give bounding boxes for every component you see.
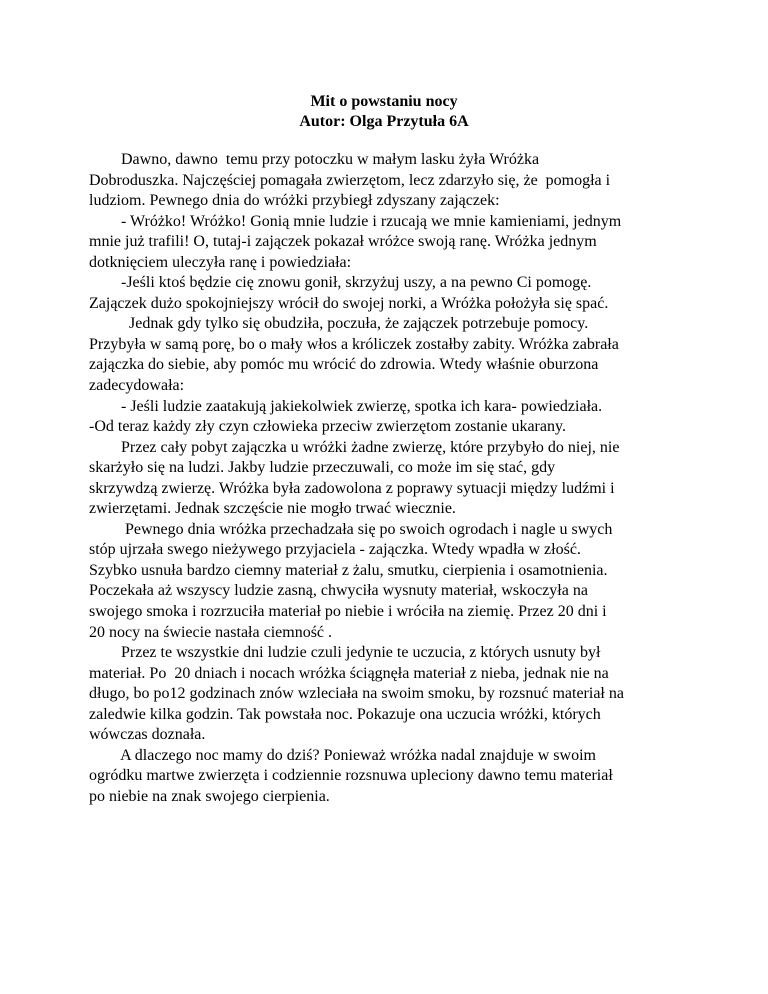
- text-line: Jednak gdy tylko się obudziła, poczuła, że zajączek potrzebuje pomocy.: [89, 315, 589, 333]
- text-line: Przybyła w samą porę, bo o mały włos a króliczek zostałby zabity. Wróżka zabrała: [89, 335, 619, 353]
- text-line: Przez te wszystkie dni ludzie czuli jedynie te uczucia, z których usnuty był: [89, 644, 601, 662]
- text-line: zaledwie kilka godzin. Tak powstała noc. Pokazuje ona uczucia wróżki, których: [89, 705, 601, 723]
- text-line: zwierzętami. Jednak szczęście nie mogło trwać wiecznie.: [89, 500, 456, 518]
- document-title: Mit o powstaniu nocy: [310, 93, 458, 110]
- text-line: skrzywdzą zwierzę. Wróżka była zadowolona z poprawy sytuacji między ludźmi i: [89, 479, 615, 497]
- text-line: Pewnego dnia wróżka przechadzała się po swoich ogrodach i nagle u swych: [89, 520, 613, 538]
- text-line: -Jeśli ktoś będzie cię znowu gonił, skrzyżuj uszy, a na pewno Ci pomogę.: [89, 274, 592, 292]
- story-text: [89, 150, 689, 808]
- text-line: Poczekała aż wszyscy ludzie zasną, chwyciła wysnuty materiał, wskoczyła na: [89, 582, 588, 600]
- text-line: Dawno, dawno temu przy potoczku w małym lasku żyła Wróżka: [89, 151, 540, 168]
- text-line: -Od teraz każdy zły czyn człowieka przeciw zwierzętom zostanie ukarany.: [89, 418, 566, 436]
- text-line: ogródku martwe zwierzęta i codziennie rozsnuwa upleciony dawno temu materiał: [89, 767, 613, 785]
- text-line: materiał. Po 20 dniach i nocach wróżka ściągnęła materiał z nieba, jednak nie na: [89, 664, 609, 682]
- text-line: po niebie na znak swojego cierpienia.: [89, 787, 330, 805]
- text-line: - Jeśli ludzie zaatakują jakiekolwiek zwierzę, spotka ich kara- powiedziała.: [89, 397, 603, 415]
- text-line: 20 nocy na świecie nastała ciemność .: [89, 623, 333, 641]
- text-line: długo, bo po12 godzinach znów wzleciała na swoim smoku, by rozsnuć materiał na: [89, 685, 624, 703]
- text-line: wówczas doznała.: [89, 726, 206, 744]
- text-line: Szybko usnuła bardzo ciemny materiał z żalu, smutku, cierpienia i osamotnienia.: [89, 561, 608, 579]
- text-line: stóp ujrzała swego nieżywego przyjaciela - zajączka. Wtedy wpadła w złość.: [89, 541, 581, 559]
- text-line: dotknięciem uleczyła ranę i powiedziała:: [89, 253, 352, 271]
- text-line: ludziom. Pewnego dnia do wróżki przybiegł zdyszany zajączek:: [89, 192, 500, 210]
- text-line: zadecydowała:: [89, 377, 185, 395]
- text-line: skarżyło się na ludzi. Jakby ludzie przeczuwali, co może im się stać, gdy: [89, 459, 556, 477]
- author-line: Autor: Olga Przytuła 6A: [299, 113, 469, 130]
- text-line: mnie już trafili! O, tutaj-i zajączek pokazał wróżce swoją ranę. Wróżka jednym: [89, 233, 597, 251]
- text-line: - Wróżko! Wróżko! Gonią mnie ludzie i rzucają we mnie kamieniami, jednym: [89, 212, 622, 230]
- text-line: Dobroduszka. Najczęściej pomagała zwierzętom, lecz zdarzyło się, że pomogła i: [89, 171, 611, 189]
- text-line: Zajączek dużo spokojniejszy wrócił do swojej norki, a Wróżka położyła się spać.: [89, 294, 609, 312]
- text-line: swojego smoka i rozrzuciła materiał po niebie i wróciła na ziemię. Przez 20 dni i: [89, 603, 607, 621]
- text-line: A dlaczego noc mamy do dziś? Ponieważ wróżka nadal znajduje w swoim: [89, 746, 596, 764]
- text-line: Przez cały pobyt zajączka u wróżki żadne zwierzę, które przybyło do niej, nie: [89, 438, 620, 456]
- text-line: zajączka do siebie, aby pomóc mu wrócić do zdrowia. Wtedy właśnie oburzona: [89, 356, 599, 374]
